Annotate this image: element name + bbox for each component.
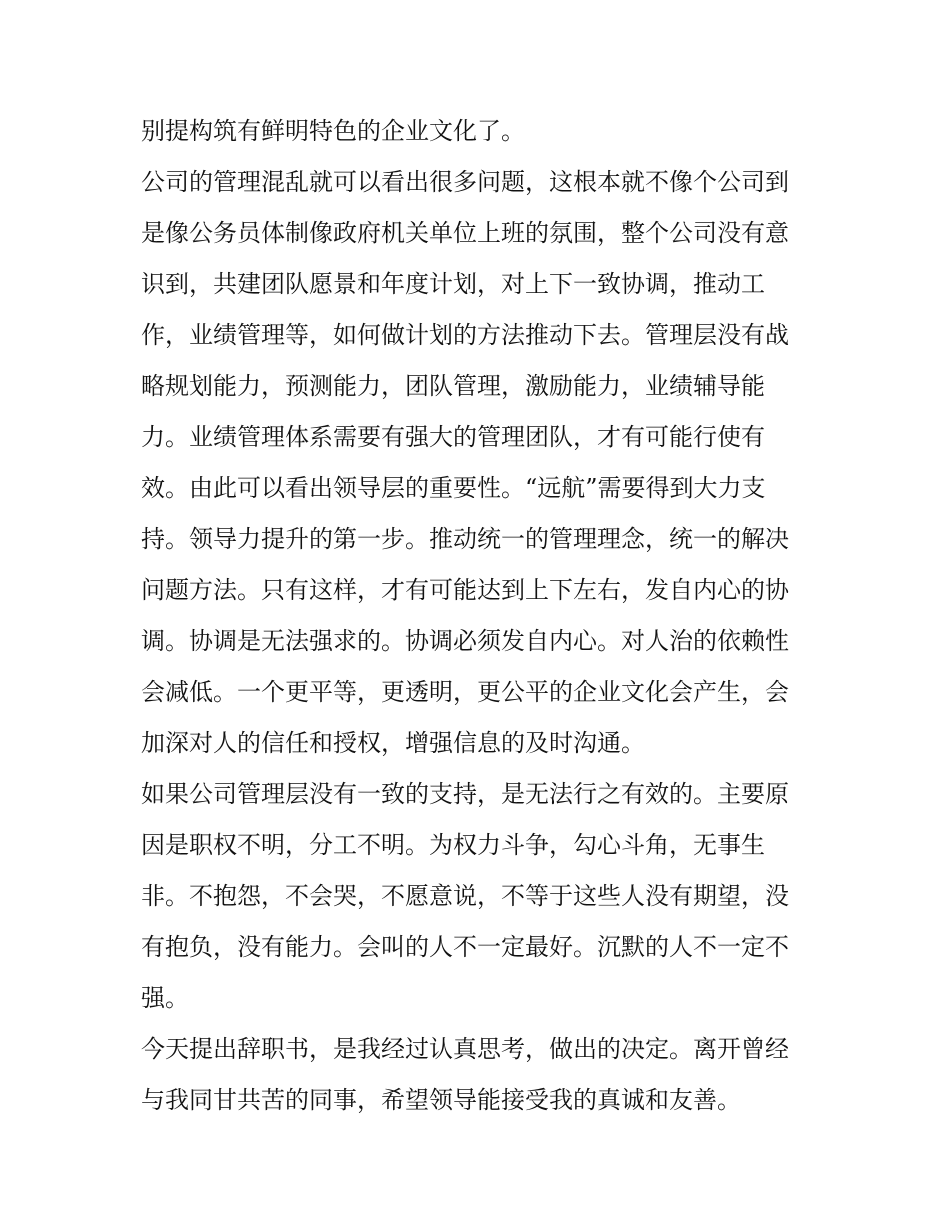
text-line: 今天提出辞职书，是我经过认真思考，做出的决定。离开曾经 (141, 1035, 789, 1063)
text-line: 与我同甘共苦的同事，希望领导能接受我的真诚和友善。 (141, 1086, 741, 1114)
body-text (141, 106, 813, 1126)
text-line: 别提构筑有鲜明特色的企业文化了。 (141, 117, 525, 145)
text-line: 会减低。一个更平等，更透明，更公平的企业文化会产生，会 (141, 678, 789, 706)
text-line: 效。由此可以看出领导层的重要性。“远航”需要得到大力支 (141, 474, 766, 502)
text-line: 公司的管理混乱就可以看出很多问题，这根本就不像个公司到 (141, 168, 789, 196)
text-line: 略规划能力，预测能力，团队管理，激励能力，业绩辅导能 (141, 372, 765, 400)
text-line: 因是职权不明，分工不明。为权力斗争，勾心斗角，无事生 (141, 831, 765, 859)
text-line: 识到，共建团队愿景和年度计划，对上下一致协调，推动工 (141, 270, 765, 298)
text-line: 有抱负，没有能力。会叫的人不一定最好。沉默的人不一定不 (141, 933, 789, 961)
text-line: 持。领导力提升的第一步。推动统一的管理理念，统一的解决 (141, 525, 789, 553)
text-line: 调。协调是无法强求的。协调必须发自内心。对人治的依赖性 (141, 627, 789, 655)
text-line: 非。不抱怨，不会哭，不愿意说，不等于这些人没有期望，没 (141, 882, 789, 910)
text-line: 力。业绩管理体系需要有强大的管理团队，才有可能行使有 (141, 423, 765, 451)
text-line: 是像公务员体制像政府机关单位上班的氛围，整个公司没有意 (141, 219, 789, 247)
text-line: 加深对人的信任和授权，增强信息的及时沟通。 (141, 729, 645, 757)
text-line: 如果公司管理层没有一致的支持，是无法行之有效的。主要原 (141, 780, 789, 808)
text-line: 问题方法。只有这样，才有可能达到上下左右，发自内心的协 (141, 576, 789, 604)
text-line: 作，业绩管理等，如何做计划的方法推动下去。管理层没有战 (141, 321, 789, 349)
text-line: 强。 (141, 984, 189, 1012)
